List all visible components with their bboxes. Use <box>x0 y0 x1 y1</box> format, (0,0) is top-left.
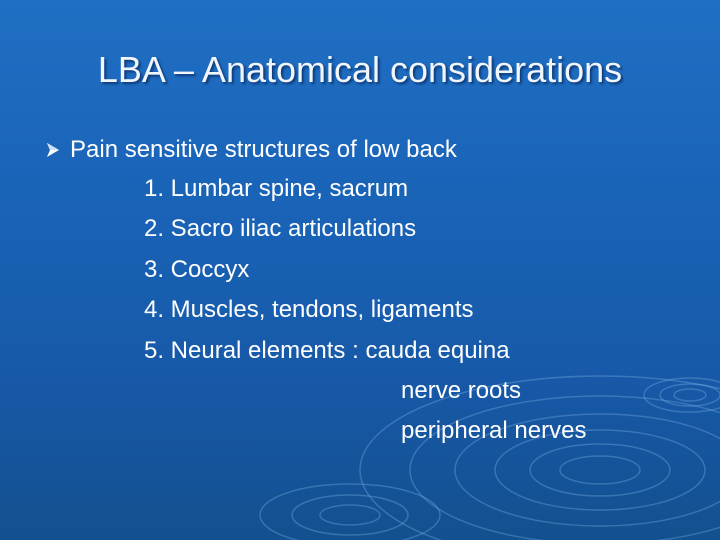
list-item: 2. Sacro iliac articulations <box>144 215 417 242</box>
list-item: 3. Coccyx <box>144 256 250 283</box>
list-item-continuation: peripheral nerves <box>401 417 587 444</box>
slide-title: LBA – Anatomical considerations <box>97 49 623 90</box>
arrowhead-bullet-icon <box>46 142 60 158</box>
bullet-text: Pain sensitive structures of low back <box>70 136 457 163</box>
list-item: 5. Neural elements : cauda equina <box>144 337 510 364</box>
bullet-item <box>46 134 457 166</box>
list-item: 1. Lumbar spine, sacrum <box>144 175 409 202</box>
list-item: 4. Muscles, tendons, ligaments <box>144 296 474 323</box>
list-item-continuation: nerve roots <box>401 377 522 404</box>
